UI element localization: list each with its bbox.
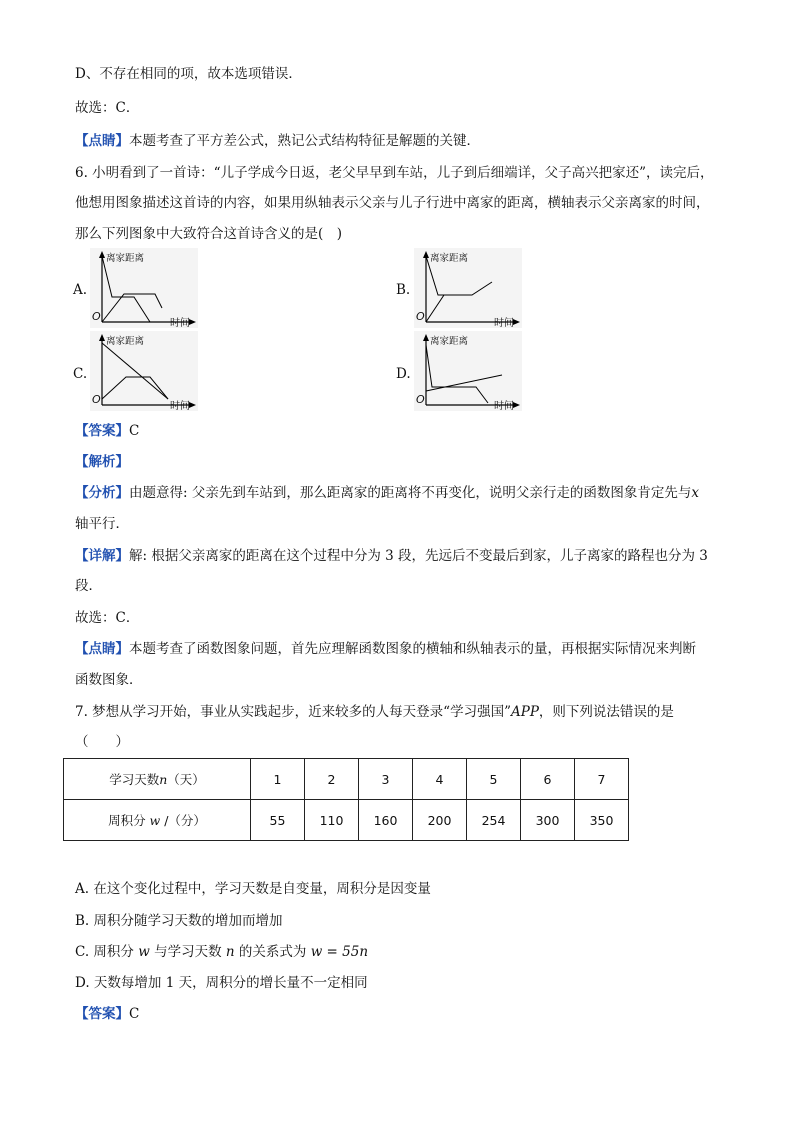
x-axis-label: 时间 [494, 318, 514, 329]
table-row [64, 800, 629, 841]
question-6-line: 那么下列图象中大致符合这首诗含义的是( ) [75, 226, 343, 242]
table-cell: 254 [467, 800, 521, 841]
option-c: C. 周积分 w 与学习天数 n 的关系式为 w = 55n [75, 944, 369, 960]
table-cell: 1 [251, 759, 305, 800]
option-d: D. 天数每增加 1 天，周积分的增长量不一定相同 [75, 975, 368, 991]
option-c-label: C. [73, 366, 88, 382]
table-header-cell: 周积分 w /（分） [64, 800, 251, 841]
text-line: 【点睛】本题考查了平方差公式，熟记公式结构特征是解题的关键． [75, 133, 480, 149]
table-cell: 2 [305, 759, 359, 800]
answer-line: 【答案】C [75, 423, 140, 439]
origin-label: O [92, 393, 101, 406]
fenxi-tag: 【分析】 [75, 485, 129, 501]
option-b: B. 周积分随学习天数的增加而增加 [75, 913, 283, 929]
answer-line: 【答案】C [75, 1006, 140, 1022]
question-7-line: 7. 梦想从学习开始，事业从实践起步，近来较多的人每天登录“学习强国”APP，则下列说法错误的是 [75, 704, 674, 720]
xiangjie-tag: 【详解】 [75, 548, 129, 564]
option-b-label: B. [396, 282, 411, 298]
x-axis-label: 时间 [494, 401, 514, 412]
table-row [64, 759, 629, 800]
table-cell: 3 [359, 759, 413, 800]
table-cell: 200 [413, 800, 467, 841]
question-6-line: 他想用图象描述这首诗的内容，如果用纵轴表示父亲与儿子行进中离家的距离，横轴表示父亲离家的时间， [75, 195, 710, 211]
table-cell: 160 [359, 800, 413, 841]
text-line: 故选：C． [75, 100, 140, 116]
table-cell: 7 [575, 759, 629, 800]
table-header-cell: 学习天数n（天） [64, 759, 251, 800]
x-axis-label: 时间 [170, 401, 190, 412]
option-a: A. 在这个变化过程中，学习天数是自变量，周积分是因变量 [75, 881, 431, 897]
text-line: 故选：C． [75, 610, 140, 626]
origin-label: O [416, 393, 425, 406]
table-cell: 350 [575, 800, 629, 841]
x-axis-label: 时间 [170, 318, 190, 329]
graph-d [414, 331, 522, 411]
analysis-tag: 【解析】 [75, 454, 129, 470]
origin-label: O [92, 310, 101, 323]
answer-tag: 【答案】 [75, 423, 129, 439]
dianjing-tag: 【点睛】 [75, 133, 129, 149]
table-cell: 110 [305, 800, 359, 841]
table-cell: 55 [251, 800, 305, 841]
y-axis-label: 离家距离 [430, 336, 469, 347]
y-axis-label: 离家距离 [430, 253, 469, 264]
option-d-label: D. [396, 366, 411, 382]
dianjing-line: 【点睛】本题考查了函数图象问题，首先应理解函数图象的横轴和纵轴表示的量，再根据实际情况来判断 [75, 641, 696, 657]
table-cell: 5 [467, 759, 521, 800]
y-axis-label: 离家距离 [106, 336, 145, 347]
table-cell: 300 [521, 800, 575, 841]
text-line: 段． [75, 578, 102, 594]
option-a-label: A. [73, 282, 88, 298]
dianjing-tag: 【点睛】 [75, 641, 129, 657]
fenxi-line: 【分析】由题意得: 父亲先到车站到，那么距离家的距离将不再变化，说明父亲行走的函数图象肯定先与x [75, 485, 699, 501]
table-cell: 6 [521, 759, 575, 800]
text-line: 轴平行． [75, 516, 129, 532]
origin-label: O [416, 310, 425, 323]
text-line: 函数图象． [75, 672, 143, 688]
question-6-line: 6. 小明看到了一首诗：“儿子学成今日返，老父早早到车站，儿子到后细端详，父子高兴把家还”，读完后， [75, 165, 714, 181]
analysis-line [75, 452, 129, 472]
graph-b [414, 248, 522, 328]
table-cell: 4 [413, 759, 467, 800]
text-line: D、不存在相同的项，故本选项错误． [75, 66, 302, 82]
graph-c [90, 331, 198, 411]
answer-tag: 【答案】 [75, 1006, 129, 1022]
study-table [63, 758, 629, 841]
xiangjie-line: 【详解】解: 根据父亲离家的距离在这个过程中分为 3 段，先远后不变最后到家，儿子离家的路程也分为 3 [75, 548, 708, 564]
y-axis-label: 离家距离 [106, 253, 145, 264]
question-7-line: （ ） [75, 734, 129, 750]
graph-a [90, 248, 198, 328]
